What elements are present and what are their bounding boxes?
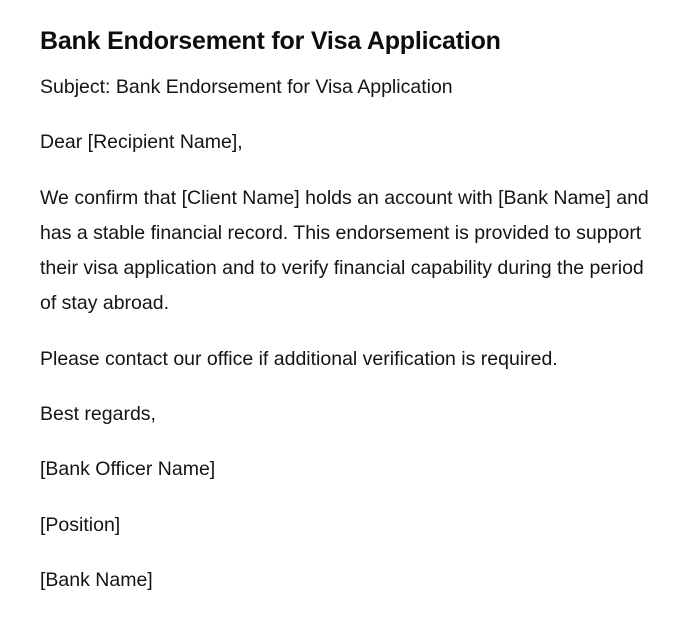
salutation: Dear [Recipient Name], [40,131,243,154]
signature-name: [Bank Officer Name] [40,458,216,481]
subject-line: Subject: Bank Endorsement for Visa Application [40,76,453,98]
body-paragraph: We confirm that [Client Name] holds an account with [Bank Name] and has a stable financial record. This endorsement is provided to support their visa application and to verify financial capability during the period of stay abroad. [40,186,649,315]
contact-paragraph: Please contact our office if additional verification is required. [40,347,558,370]
signature-position: [Position] [40,513,121,536]
closing: Best regards, [40,403,156,426]
document-title: Bank Endorsement for Visa Application [40,27,501,55]
signature-bank: [Bank Name] [40,568,153,591]
